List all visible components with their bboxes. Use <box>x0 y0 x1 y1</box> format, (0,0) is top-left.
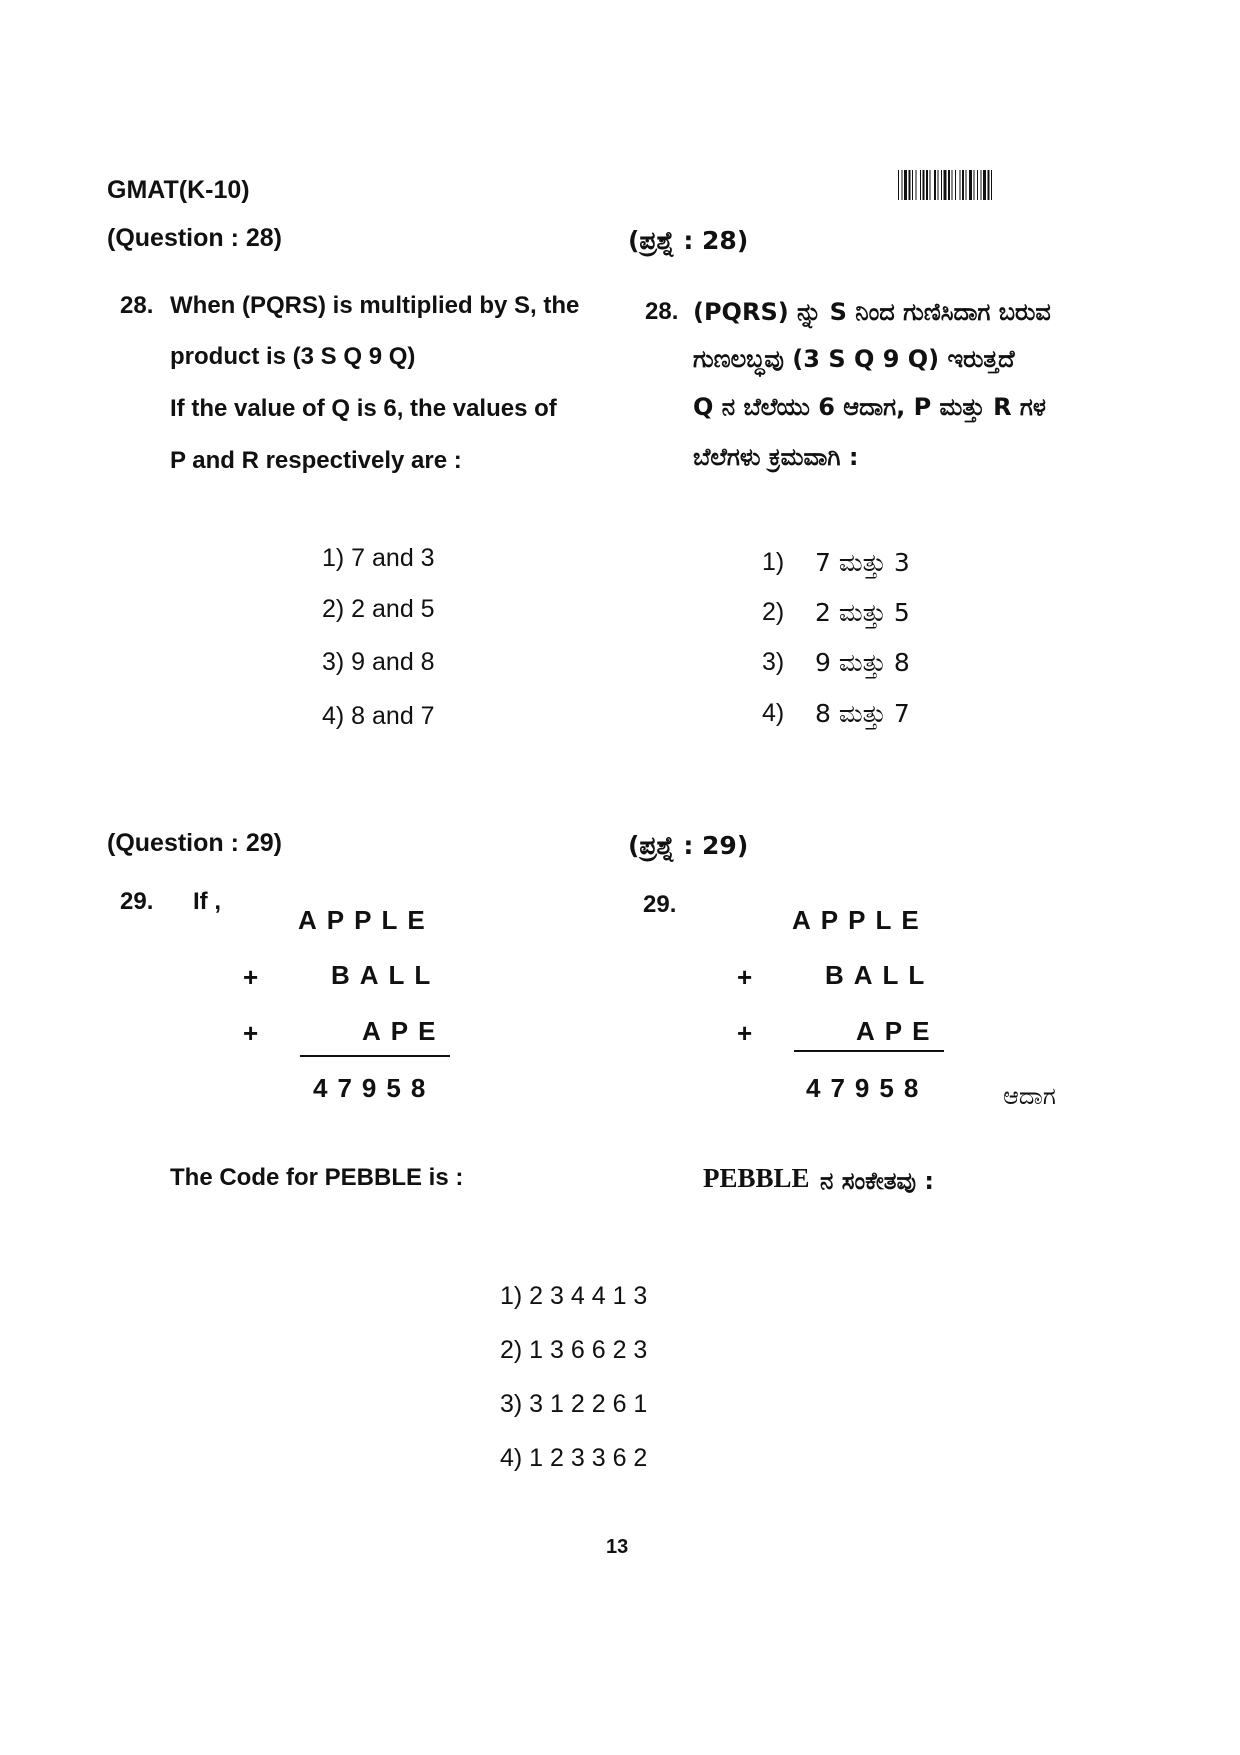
q28-option-kn-4-number: 4) <box>762 699 785 727</box>
q29-sum-kn-plus-2: + <box>737 1018 753 1048</box>
q29-sum-kn-result: 47958 <box>806 1073 929 1103</box>
q28-text-en-line-2: product is (3 S Q 9 Q) <box>170 343 416 370</box>
q28-option-kn-1-number: 1) <box>762 548 785 576</box>
q29-code-question-en: The Code for PEBBLE is : <box>170 1164 464 1191</box>
q29-sum-en-row-1: APPLE <box>298 905 435 935</box>
q29-option-4[interactable]: 4) 1 2 3 3 6 2 <box>500 1444 648 1472</box>
q28-option-kn-4[interactable]: 8 ಮತ್ತು 7 <box>815 699 910 728</box>
q28-header-en: (Question : 28) <box>107 224 283 252</box>
q29-sum-en-row-3: APE <box>362 1016 446 1046</box>
q29-sum-en-plus-1: + <box>243 962 259 992</box>
q29-option-3[interactable]: 3) 3 1 2 2 6 1 <box>500 1390 648 1418</box>
q28-header-kn: (ಪ್ರಶ್ನೆ : 28) <box>628 226 749 255</box>
q29-sum-kn-plus-1: + <box>737 962 753 992</box>
q29-kn-aadaaga: ಆದಾಗ <box>1003 1082 1056 1110</box>
q28-option-kn-1[interactable]: 7 ಮತ್ತು 3 <box>815 548 910 577</box>
q28-text-kn-line-4: ಬೆಲೆಗಳು ಕ್ರಮವಾಗಿ : <box>693 443 859 471</box>
q29-sum-kn-row-2: BALL <box>825 960 935 990</box>
q29-sum-kn-line <box>794 1050 944 1052</box>
q29-header-en: (Question : 29) <box>107 829 283 857</box>
exam-code: GMAT(K-10) <box>107 176 250 204</box>
q28-option-en-1[interactable]: 1) 7 and 3 <box>322 544 435 572</box>
q28-option-kn-2-number: 2) <box>762 598 785 626</box>
q29-number-kn: 29. <box>643 891 677 918</box>
q28-text-en-line-3: If the value of Q is 6, the values of <box>170 395 557 422</box>
q29-code-word-kn: PEBBLE <box>703 1163 810 1193</box>
q28-number-en: 28. <box>120 292 154 319</box>
q29-sum-kn-row-1: APPLE <box>792 905 929 935</box>
q29-sum-kn-row-3: APE <box>856 1016 940 1046</box>
barcode <box>898 170 1108 200</box>
q28-text-en-line-1: When (PQRS) is multiplied by S, the <box>170 292 580 319</box>
q29-number-en: 29. <box>120 888 154 915</box>
q28-option-en-3[interactable]: 3) 9 and 8 <box>322 648 435 676</box>
q28-text-kn-line-3: Q ನ ಬೆಲೆಯು 6 ಆದಾಗ, P ಮತ್ತು R ಗಳ <box>693 393 1046 421</box>
q29-option-1[interactable]: 1) 2 3 4 4 1 3 <box>500 1282 648 1310</box>
q28-option-kn-3-number: 3) <box>762 648 785 676</box>
q28-text-kn-line-2: ಗುಣಲಬ್ಧವು (3 S Q 9 Q) ಇರುತ್ತದೆ <box>693 345 1015 373</box>
q29-sum-en-result: 47958 <box>313 1073 436 1103</box>
q29-code-question-kn: ನ ಸಂಕೇತವು : <box>820 1167 934 1195</box>
q29-if-label: If , <box>193 888 221 915</box>
q28-number-kn: 28. <box>645 298 679 325</box>
q28-option-en-2[interactable]: 2) 2 and 5 <box>322 595 435 623</box>
q28-text-kn-line-1: (PQRS) ನ್ನು S ನಿಂದ ಗುಣಿಸಿದಾಗ ಬರುವ <box>693 298 1051 326</box>
q28-option-en-4[interactable]: 4) 8 and 7 <box>322 702 435 730</box>
q29-option-2[interactable]: 2) 1 3 6 6 2 3 <box>500 1336 648 1364</box>
q29-header-kn: (ಪ್ರಶ್ನೆ : 29) <box>628 831 749 860</box>
page-number: 13 <box>606 1536 629 1558</box>
q29-sum-en-row-2: BALL <box>331 960 441 990</box>
q29-sum-en-line <box>300 1055 450 1057</box>
q28-option-kn-3[interactable]: 9 ಮತ್ತು 8 <box>815 648 910 677</box>
q28-text-en-line-4: P and R respectively are : <box>170 447 462 474</box>
q29-sum-en-plus-2: + <box>243 1018 259 1048</box>
q28-option-kn-2[interactable]: 2 ಮತ್ತು 5 <box>815 598 910 627</box>
